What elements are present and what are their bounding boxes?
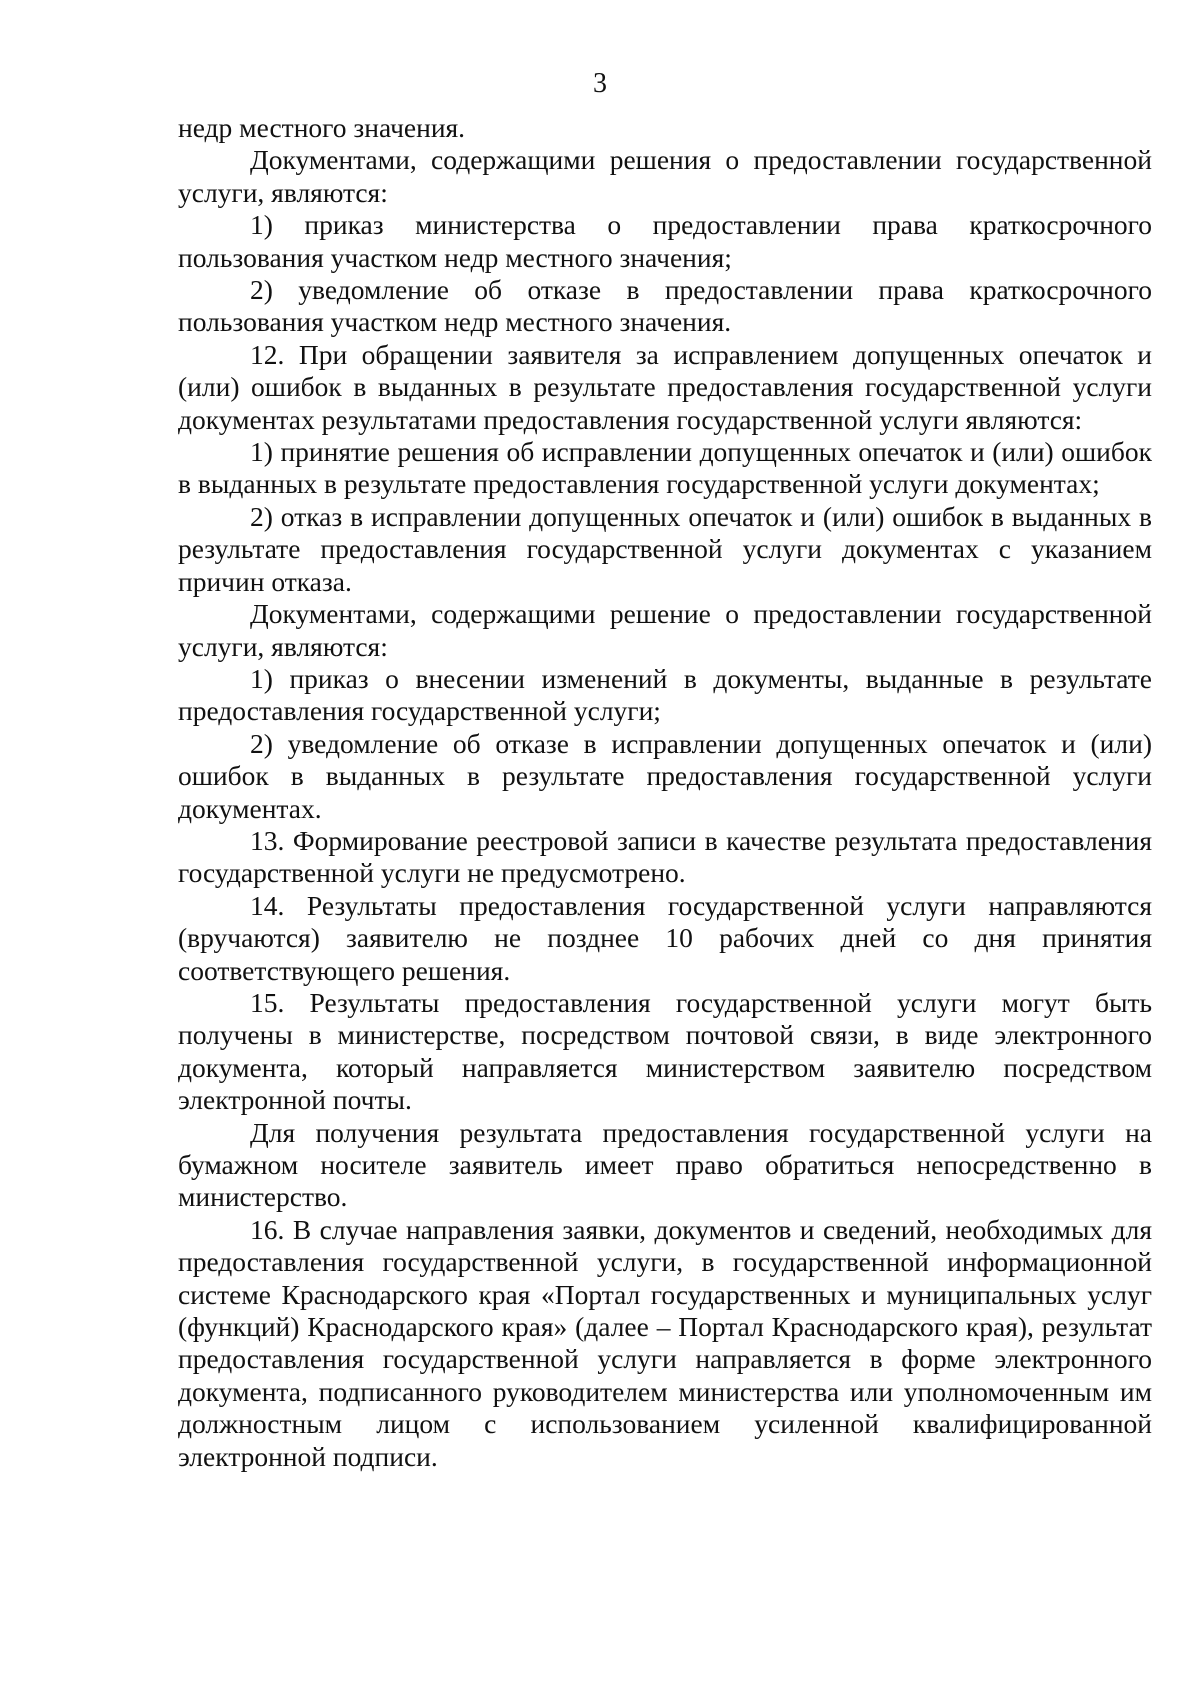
paragraph: 12. При обращении заявителя за исправлением допущенных опечаток и (или) ошибок в выданных в результате предоставления государственной услуги документах результатами предоставления государственной услуги являются: [178,338,1152,435]
paragraph: 1) приказ о внесении изменений в документы, выданные в результате предоставления государственной услуги; [178,662,1152,727]
paragraph: 2) уведомление об отказе в предоставлении права краткосрочного пользования участком недр местного значения. [178,274,1152,338]
paragraph: 1) приказ министерства о предоставлении права краткосрочного пользования участком недр местного значения; [178,209,1152,273]
paragraph: недр местного значения. [178,112,466,143]
page-number: 3 [593,68,607,99]
paragraph: 1) принятие решения об исправлении допущенных опечаток и (или) ошибок в выданных в результате предоставления государственной услуги документах; [178,436,1152,500]
paragraph: 13. Формирование реестровой записи в качестве результата предоставления государственной услуги не предусмотрено. [178,824,1152,889]
paragraph: 14. Результаты предоставления государственной услуги направляются (вручаются) заявителю не позднее 10 рабочих дней со дня принятия соответствующего решения. [178,889,1152,986]
paragraph: Документами, содержащими решения о предоставлении государственной услуги, являются: [178,144,1152,208]
paragraph: 2) уведомление об отказе в исправлении допущенных опечаток и (или) ошибок в выданных в результате предоставления государственной услуги документах. [178,727,1152,824]
document-body [178,112,1152,1473]
paragraph: 15. Результаты предоставления государственной услуги могут быть получены в министерстве, посредством почтовой связи, в виде электронного документа, который направляется министерством заявителю посредством электронной почты. [178,986,1152,1116]
paragraph: 16. В случае направления заявки, документов и сведений, необходимых для предоставления государственной услуги, в государственной информационной системе Краснодарского края «Портал государственных и муниципальных услуг (функций) Краснодарского края» (далее – Портал Краснодарского края), результат предоставления государственной услуги направляется в форме электронного документа, подписанного руководителем министерства или уполномоченным им должностным лицом с использованием усиленной квалифицированной электронной подписи. [178,1213,1152,1472]
paragraph: 2) отказ в исправлении допущенных опечаток и (или) ошибок в выданных в результате предоставления государственной услуги документах с указанием причин отказа. [178,500,1152,597]
paragraph: Документами, содержащими решение о предоставлении государственной услуги, являются: [178,598,1152,662]
paragraph: Для получения результата предоставления государственной услуги на бумажном носителе заявитель имеет право обратиться непосредственно в министерство. [178,1116,1152,1213]
